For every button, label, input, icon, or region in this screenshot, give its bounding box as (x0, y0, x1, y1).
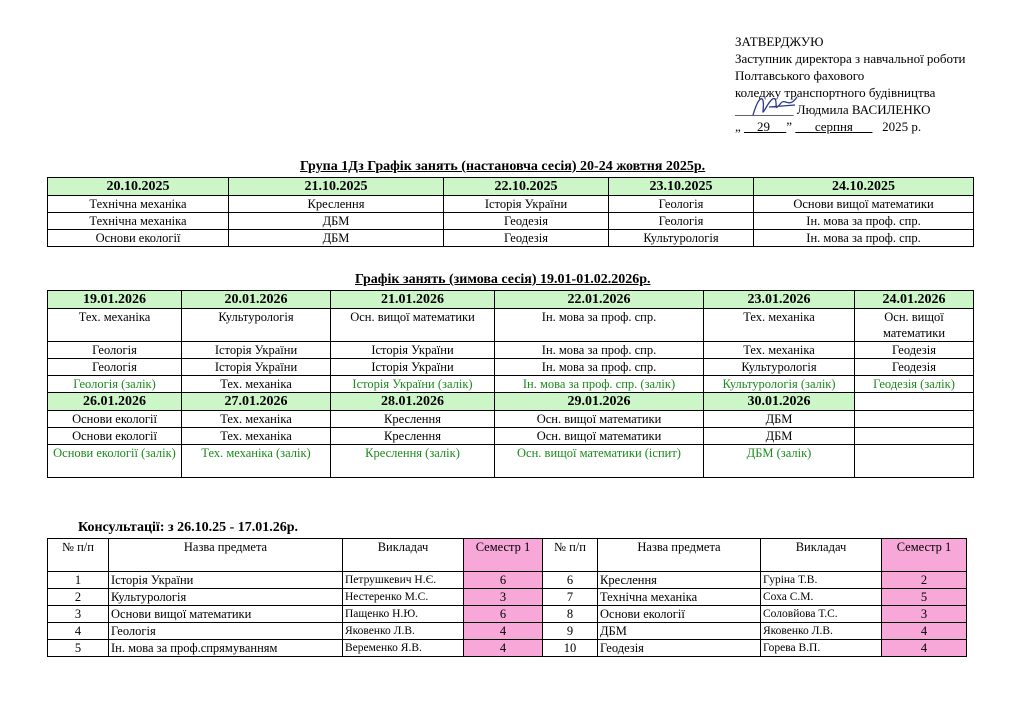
quote-close: ” (786, 119, 793, 134)
approval-line-1: Заступник директора з навчальної роботи (735, 51, 966, 66)
semester-cell: 2 (882, 572, 967, 589)
approval-year: 2025 р. (882, 119, 922, 134)
class-cell: Основи вищої математики (754, 196, 974, 213)
semester-cell: 4 (882, 640, 967, 657)
session1-title: Група 1Дз Графік занять (настановча сесія) 20-24 жовтня 2025р. (300, 159, 706, 174)
class-cell: Тех. механіка (182, 428, 331, 445)
number-cell: 5 (48, 640, 109, 657)
number-cell: 1 (48, 572, 109, 589)
number-cell: 3 (48, 606, 109, 623)
subject-cell: Історія України (109, 572, 343, 589)
class-cell: Геологія (609, 213, 754, 230)
class-cell: Тех. механіка (182, 376, 331, 393)
consultations-title: Консультації: з 26.10.25 - 17.01.26р. (78, 520, 299, 535)
date-cell: 20.10.2025 (48, 178, 229, 196)
class-cell: Ін. мова за проф. спр. (495, 359, 704, 376)
class-cell: Основи екології (48, 230, 229, 247)
class-cell: Історія України (182, 359, 331, 376)
class-cell: Історія України (331, 359, 495, 376)
class-cell: Тех. механіка (182, 411, 331, 428)
subject-cell: Культурологія (109, 589, 343, 606)
number-cell: 6 (543, 572, 598, 589)
class-cell: ДБМ (704, 428, 855, 445)
exam-cell: Креслення (залік) (331, 445, 495, 478)
exam-cell: Геологія (залік) (48, 376, 182, 393)
teacher-cell: Соловйова Т.С. (761, 606, 882, 623)
class-cell: Геодезія (855, 342, 974, 359)
teacher-cell: Петрушкевич Н.Є. (343, 572, 464, 589)
subject-cell: ДБМ (598, 623, 761, 640)
exam-cell: Культурологія (залік) (704, 376, 855, 393)
approval-day (744, 119, 786, 134)
class-cell: Тех. механіка (48, 309, 182, 342)
approver-name: Людмила ВАСИЛЕНКО (796, 102, 931, 117)
header-cell: № п/п (543, 539, 598, 572)
session1-date-row (48, 178, 974, 196)
subject-cell: Основи екології (598, 606, 761, 623)
date-cell: 26.01.2026 (48, 393, 182, 411)
table-row (48, 589, 967, 606)
approval-block (735, 33, 966, 135)
exam-cell: ДБМ (залік) (704, 445, 855, 478)
class-cell: Геодезія (444, 230, 609, 247)
class-cell: Тех. механіка (704, 342, 855, 359)
class-cell: Історія України (331, 342, 495, 359)
class-cell: Геологія (48, 359, 182, 376)
class-cell: Культурологія (609, 230, 754, 247)
semester-cell: 6 (464, 572, 543, 589)
exam-cell: Тех. механіка (залік) (182, 445, 331, 478)
exam-cell: Ін. мова за проф. спр. (залік) (495, 376, 704, 393)
header-cell: Викладач (343, 539, 464, 572)
class-cell: Технічна механіка (48, 213, 229, 230)
teacher-cell: Горева В.П. (761, 640, 882, 657)
class-cell: Осн. вищої математики (331, 309, 495, 342)
teacher-cell: Нестеренко М.С. (343, 589, 464, 606)
empty-cell (855, 411, 974, 428)
approval-month-value: серпня (814, 119, 853, 134)
approval-line-2: Полтавського фахового (735, 68, 865, 83)
class-cell: Осн. вищої математики (855, 309, 974, 342)
session1-table (47, 177, 974, 247)
teacher-cell: Яковенко Л.В. (343, 623, 464, 640)
date-cell: 28.01.2026 (331, 393, 495, 411)
teacher-cell: Гурiна Т.В. (761, 572, 882, 589)
number-cell: 7 (543, 589, 598, 606)
class-cell: Креслення (331, 411, 495, 428)
subject-cell: Креслення (598, 572, 761, 589)
table-row (48, 411, 974, 428)
approval-month (795, 119, 872, 134)
exam-cell: Історія України (залік) (331, 376, 495, 393)
semester-cell: 4 (464, 640, 543, 657)
signature-line (735, 101, 966, 118)
class-cell: Тех. механіка (704, 309, 855, 342)
subject-cell: Геодезія (598, 640, 761, 657)
class-cell: Геологія (48, 342, 182, 359)
table-row (48, 230, 974, 247)
class-cell: Історія України (444, 196, 609, 213)
consultations-table (47, 538, 967, 657)
header-cell: Семестр 1 (882, 539, 967, 572)
quote-open: „ (735, 119, 741, 134)
number-cell: 2 (48, 589, 109, 606)
semester-cell: 3 (882, 606, 967, 623)
class-cell: Культурологія (182, 309, 331, 342)
table-row (48, 428, 974, 445)
class-cell: Креслення (229, 196, 444, 213)
date-cell: 22.10.2025 (444, 178, 609, 196)
semester-cell: 4 (882, 623, 967, 640)
date-cell: 22.01.2026 (495, 291, 704, 309)
teacher-cell: Веременко Я.В. (343, 640, 464, 657)
week2-date-row (48, 393, 974, 411)
table-row (48, 445, 974, 478)
semester-cell: 6 (464, 606, 543, 623)
subject-cell: Технічна механіка (598, 589, 761, 606)
table-row (48, 376, 974, 393)
table-row (48, 572, 967, 589)
class-cell: Осн. вищої математики (495, 411, 704, 428)
class-cell: Культурологія (704, 359, 855, 376)
class-cell: Геодезія (855, 359, 974, 376)
class-cell: Ін. мова за проф. спр. (754, 213, 974, 230)
class-cell: ДБМ (229, 213, 444, 230)
semester-cell: 4 (464, 623, 543, 640)
empty-cell (855, 393, 974, 411)
table-row (48, 309, 974, 342)
class-cell: Креслення (331, 428, 495, 445)
number-cell: 10 (543, 640, 598, 657)
header-cell: № п/п (48, 539, 109, 572)
date-cell: 21.10.2025 (229, 178, 444, 196)
class-cell: Осн. вищої математики (495, 428, 704, 445)
table-row (48, 359, 974, 376)
session2-table (47, 290, 974, 478)
date-cell: 30.01.2026 (704, 393, 855, 411)
approval-day-value: 29 (757, 119, 771, 134)
date-cell: 27.01.2026 (182, 393, 331, 411)
teacher-cell: Яковенко Л.В. (761, 623, 882, 640)
date-cell: 19.01.2026 (48, 291, 182, 309)
number-cell: 4 (48, 623, 109, 640)
exam-cell: Геодезія (залік) (855, 376, 974, 393)
teacher-cell: Пащенко Н.Ю. (343, 606, 464, 623)
class-cell: Історія України (182, 342, 331, 359)
number-cell: 9 (543, 623, 598, 640)
date-cell: 24.01.2026 (855, 291, 974, 309)
week1-date-row (48, 291, 974, 309)
class-cell: ДБМ (229, 230, 444, 247)
empty-cell (855, 428, 974, 445)
semester-cell: 3 (464, 589, 543, 606)
subject-cell: Ін. мова за проф.спрямуванням (109, 640, 343, 657)
date-cell: 29.01.2026 (495, 393, 704, 411)
subject-cell: Основи вищої математики (109, 606, 343, 623)
table-row (48, 623, 967, 640)
class-cell: Основи екології (48, 411, 182, 428)
header-cell: Викладач (761, 539, 882, 572)
consultations-header-row (48, 539, 967, 572)
approval-date (735, 118, 966, 135)
subject-cell: Геологія (109, 623, 343, 640)
approval-title: ЗАТВЕРДЖУЮ (735, 34, 824, 49)
date-cell: 21.01.2026 (331, 291, 495, 309)
class-cell: Геологія (609, 196, 754, 213)
class-cell: ДБМ (704, 411, 855, 428)
exam-cell: Осн. вищої математики (іспит) (495, 445, 704, 478)
header-cell: Назва предмета (109, 539, 343, 572)
class-cell: Основи екології (48, 428, 182, 445)
signature-icon (745, 89, 805, 119)
class-cell: Геодезія (444, 213, 609, 230)
class-cell: Технічна механіка (48, 196, 229, 213)
table-row (48, 342, 974, 359)
teacher-cell: Соха С.М. (761, 589, 882, 606)
session2-title: Графік занять (зимова сесія) 19.01-01.02.2026р. (355, 272, 651, 287)
approval-line-3: коледжу транспортного будівництва (735, 85, 936, 100)
number-cell: 8 (543, 606, 598, 623)
exam-cell: Основи екології (залік) (48, 445, 182, 478)
date-cell: 20.01.2026 (182, 291, 331, 309)
semester-cell: 5 (882, 589, 967, 606)
empty-cell (855, 445, 974, 478)
table-row (48, 640, 967, 657)
class-cell: Ін. мова за проф. спр. (754, 230, 974, 247)
class-cell: Ін. мова за проф. спр. (495, 309, 704, 342)
header-cell: Назва предмета (598, 539, 761, 572)
table-row (48, 213, 974, 230)
signature-blank: _________ (735, 102, 794, 117)
date-cell: 23.01.2026 (704, 291, 855, 309)
class-cell: Ін. мова за проф. спр. (495, 342, 704, 359)
table-row (48, 606, 967, 623)
table-row (48, 196, 974, 213)
date-cell: 23.10.2025 (609, 178, 754, 196)
date-cell: 24.10.2025 (754, 178, 974, 196)
header-cell: Семестр 1 (464, 539, 543, 572)
